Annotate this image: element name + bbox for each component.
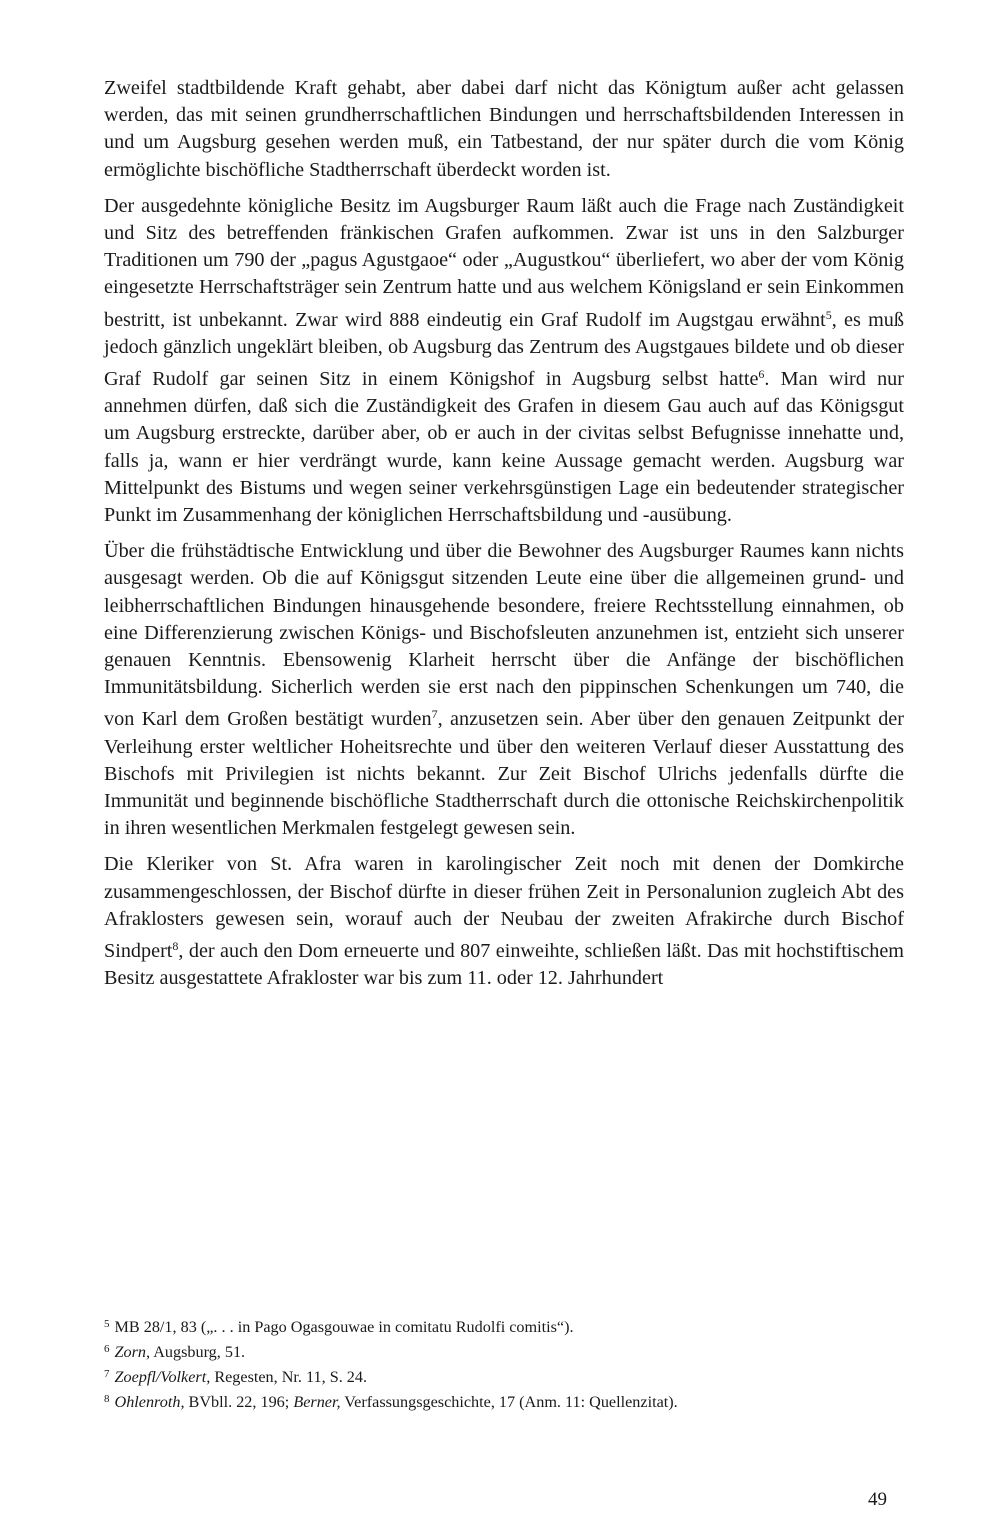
footnote-reference[interactable]: 8 xyxy=(172,939,179,954)
paragraph-2 xyxy=(104,193,904,529)
footnotes xyxy=(104,1313,904,1413)
paragraph-text: Die Kleriker von St. Afra waren in karolingischer Zeit noch mit denen der Domkirche zusammengeschlossen, der Bischof dürfte in dieser frühen Zeit in Personalunion zugleich Abt des Afraklosters gewesen sein, worauf auch der Neubau der zweiten Afrakirche durch Bischof Sindpert xyxy=(104,853,904,963)
footnote xyxy=(104,1388,904,1413)
paragraph-1 xyxy=(104,75,904,184)
footnote xyxy=(104,1363,904,1388)
paragraph-text: . Man wird nur annehmen dürfen, daß sich die Zuständigkeit des Grafen in diesem Gau auch auf das Königsgut um Augsburg erstreckte, darüber aber, ob er auch in der civitas selbst Befugnisse innehatte und, falls ja, wann er hier verdrängt wurde, kann keine Aussage gemacht werden. Augsburg war Mittelpunkt des Bistums und wegen seiner verkehrsgünstigen Lage ein bedeutender strategischer Punkt im Zusammenhang der königlichen Herrschaftsbildung und -ausübung. xyxy=(104,368,904,527)
footnote-author: Berner, xyxy=(293,1393,341,1411)
paragraph-text: Über die frühstädtische Entwicklung und über die Bewohner des Augsburger Raumes kann nichts ausgesagt werden. Ob die auf Königsgut sitzenden Leute eine über die allgemeinen grund- und leibherrschaftlichen Bindungen hinausgehende besondere, freiere Rechtsstellung einnahmen, ob eine Differenzierung zwischen Königs- und Bischofsleuten anzunehmen ist, entzieht sich unserer genauen Kenntnis. Ebensowenig Klarheit herrscht über die Anfänge der bischöflichen Immunitätsbildung. Sicherlich werden sie erst nach den pippinschen Schenkungen um 740, die von Karl dem Großen bestätigt wurden xyxy=(104,540,904,731)
footnote-number: 5 xyxy=(104,1318,110,1330)
page-number: 49 xyxy=(868,1489,887,1510)
paragraph-text: Der ausgedehnte königliche Besitz im Augsburger Raum läßt auch die Frage nach Zuständigkeit und Sitz des betreffenden fränkischen Grafen aufkommen. Zwar ist uns in den Salzburger Traditionen um 790 der „pagus Agustgaoe“ oder „Augustkou“ überliefert, wo aber der vom König eingesetzte Herrschaftsträger sein Zentrum hatte und aus welchem Königsland er sein Einkommen bestritt, ist unbekannt. Zwar wird 888 eindeutig ein Graf Rudolf im Augstgau erwähnt xyxy=(104,194,904,331)
footnote-number: 7 xyxy=(104,1368,110,1380)
footnote-number: 6 xyxy=(104,1343,110,1355)
footnote-text: Verfassungsgeschichte, 17 (Anm. 11: Quellenzitat). xyxy=(340,1393,678,1411)
footnote-text: Augsburg, 51. xyxy=(150,1343,246,1361)
paragraph-4 xyxy=(104,851,904,992)
paragraph-text: Zweifel stadtbildende Kraft gehabt, aber dabei darf nicht das Königtum außer acht gelassen werden, das mit seinen grundherrschaftlichen Bindungen und herrschaftsbildenden Interessen in und um Augsburg gesehen werden muß, ein Tatbestand, der nur später durch die vom König ermöglichte bischöfliche Stadtherrschaft überdeckt worden ist. xyxy=(104,77,904,181)
footnote-text: MB 28/1, 83 („. . . in Pago Ogasgouwae in comitatu Rudolfi comitis“). xyxy=(114,1318,574,1336)
footnote-number: 8 xyxy=(104,1393,110,1405)
footnote-author: Zorn, xyxy=(114,1343,151,1361)
footnote xyxy=(104,1338,904,1363)
footnote-reference[interactable]: 6 xyxy=(758,367,765,382)
paragraph-text: , es muß jedoch gänzlich ungeklärt bleiben, ob Augsburg das Zentrum des Augstgaues bildete und ob dieser Graf Rudolf gar seinen Sitz in einem Königshof in Augsburg selbst hatte xyxy=(104,308,904,391)
footnote-author: Zoepfl/Volkert, xyxy=(114,1368,211,1386)
footnote-text: BVbll. 22, 196; xyxy=(184,1393,294,1411)
paragraph-3 xyxy=(104,538,904,842)
footnote xyxy=(104,1313,904,1338)
footnote-reference[interactable]: 7 xyxy=(431,707,438,722)
paragraph-text: , anzusetzen sein. Aber über den genauen Zeitpunkt der Verleihung erster weltlicher Hoheitsrechte und über den weiteren Verlauf dieser Ausstattung des Bischofs mit Privilegien ist nichts bekannt. Zur Zeit Bischof Ulrichs jedenfalls dürfte die Immunität und beginnende bischöfliche Stadtherrschaft durch die ottonische Reichskirchenpolitik in ihren wesentlichen Merkmalen festgelegt gewesen sein. xyxy=(104,708,904,840)
body-text xyxy=(104,75,904,1002)
footnote-reference[interactable]: 5 xyxy=(825,307,832,322)
footnote-author: Ohlenroth, xyxy=(114,1393,185,1411)
footnote-text: Regesten, Nr. 11, S. 24. xyxy=(210,1368,368,1386)
paragraph-text: , der auch den Dom erneuerte und 807 einweihte, schließen läßt. Das mit hochstiftischem Besitz ausgestattete Afrakloster war bis zum 11. oder 12. Jahrhundert xyxy=(104,940,904,990)
